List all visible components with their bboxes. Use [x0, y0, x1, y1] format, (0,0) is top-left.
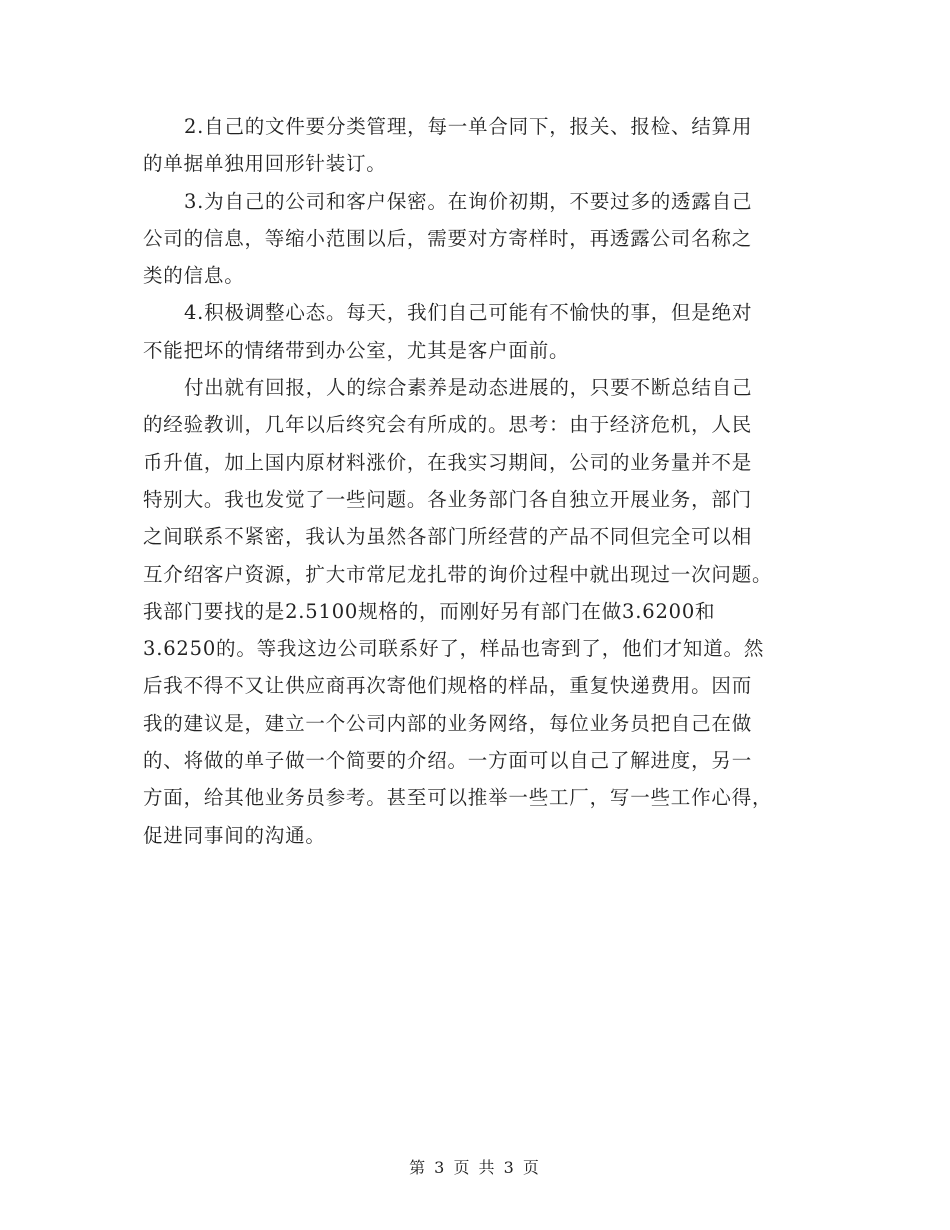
text-line: 币升值，加上国内原材料涨价，在我实习期间，公司的业务量并不是 [143, 450, 753, 474]
text-line: 促进同事间的沟通。 [143, 823, 326, 847]
text-line: 2.自己的文件要分类管理，每一单合同下，报关、报检、结算用 [183, 115, 753, 138]
text-line: 的、将做的单子做一个简要的介绍。一方面可以自己了解进度，另一 [143, 749, 753, 773]
text-line: 互介绍客户资源，扩大市常尼龙扎带的询价过程中就出现过一次问题。 [143, 562, 773, 586]
text-line: 之间联系不紧密，我认为虽然各部门所经营的产品不同但完全可以相 [143, 525, 753, 549]
text-line: 4.积极调整心态。每天，我们自己可能有不愉快的事，但是绝对 [183, 301, 753, 325]
paragraph-3 [143, 294, 803, 369]
text-line: 类的信息。 [143, 264, 245, 288]
text-line: 特别大。我也发觉了一些问题。各业务部门各自独立开展业务，部门 [143, 487, 753, 511]
page-number-footer: 第 3 页 共 3 页 [409, 1158, 541, 1177]
text-line: 3.为自己的公司和客户保密。在询价初期，不要过多的透露自己 [183, 189, 753, 213]
paragraph-1 [143, 108, 803, 183]
text-line: 我的建议是，建立一个公司内部的业务网络，每位业务员把自己在做 [143, 711, 753, 735]
text-line: 公司的信息，等缩小范围以后，需要对方寄样时，再透露公司名称之 [143, 226, 753, 250]
text-line: 3.6250的。等我这边公司联系好了，样品也寄到了，他们才知道。然 [143, 637, 765, 661]
paragraph-4 [143, 369, 803, 854]
text-line: 的单据单独用回形针装订。 [143, 152, 387, 176]
text-line: 方面，给其他业务员参考。甚至可以推举一些工厂，写一些工作心得， [143, 786, 773, 810]
paragraph-2 [143, 183, 803, 295]
text-line: 我部门要找的是2.5100规格的，而刚好另有部门在做3.6200和 [143, 599, 716, 623]
document-body [143, 108, 803, 854]
text-line: 后我不得不又让供应商再次寄他们规格的样品，重复快递费用。因而 [143, 674, 753, 698]
text-line: 付出就有回报，人的综合素养是动态进展的，只要不断总结自己 [183, 376, 753, 400]
text-line: 的经验教训，几年以后终究会有所成的。思考：由于经济危机，人民 [143, 413, 753, 437]
text-line: 不能把坏的情绪带到办公室，尤其是客户面前。 [143, 338, 570, 362]
